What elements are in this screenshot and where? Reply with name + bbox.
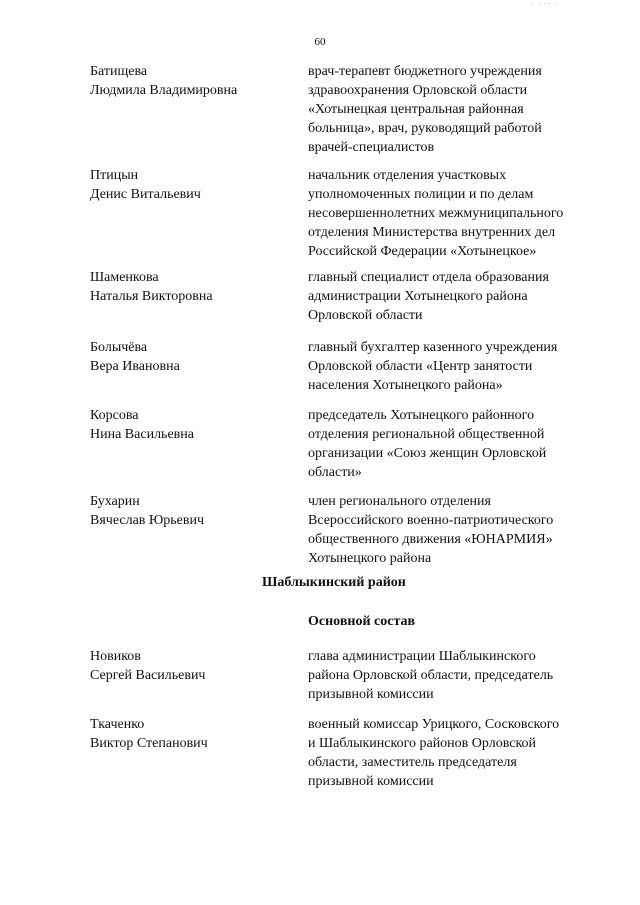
member-name [90,268,300,306]
member-given-name: Вячеслав Юрьевич [90,513,205,528]
role-line: организации «Союз женщин Орловской [308,446,547,461]
role-line: отделения Министерства внутренних дел [308,225,556,240]
role-line: администрации Хотынецкого района [308,289,528,304]
role-line: несовершеннолетних межмуниципального [308,206,564,221]
role-line: отделения региональной общественной [308,427,545,442]
role-line: общественного движения «ЮНАРМИЯ» [308,532,553,547]
role-line: член регионального отделения [308,494,491,509]
member-surname: Птицын [90,168,139,183]
role-line: области, заместитель председателя [308,755,517,770]
role-line: здравоохранения Орловской области [308,83,528,98]
role-line: «Хотынецкая центральная районная [308,102,524,117]
member-surname: Болычёва [90,340,148,355]
member-surname: Новиков [90,649,141,664]
member-surname: Ткаченко [90,717,145,732]
district-heading: Шаблыкинский район [262,575,406,590]
role-line: уполномоченных полиции и по делам [308,187,534,202]
role-line: призывной комиссии [308,687,434,702]
member-name [90,492,300,530]
role-line: начальник отделения участковых [308,168,507,183]
member-role [308,166,588,261]
member-role [308,338,588,395]
member-name [90,406,300,444]
role-line: и Шаблыкинского районов Орловской [308,736,537,751]
role-line: Всероссийского военно-патриотического [308,513,554,528]
member-surname: Бухарин [90,494,140,509]
role-line: главный бухгалтер казенного учреждения [308,340,558,355]
member-given-name: Нина Васильевна [90,427,194,442]
member-name [90,338,300,376]
member-role [308,647,588,704]
corner-scan-mark: · ··· · [530,0,560,8]
role-line: председатель Хотынецкого районного [308,408,535,423]
member-given-name: Наталья Викторовна [90,289,213,304]
member-name [90,715,300,753]
member-given-name: Сергей Васильевич [90,668,206,683]
role-line: военный комиссар Урицкого, Сосковского [308,717,560,732]
member-role [308,715,588,791]
role-line: врачей-специалистов [308,140,435,155]
member-role [308,406,588,482]
member-given-name: Вера Ивановна [90,359,180,374]
role-line: главный специалист отдела образования [308,270,549,285]
member-role [308,492,588,568]
member-given-name: Людмила Владимировна [90,83,238,98]
role-line: Орловской области «Центр занятости [308,359,533,374]
role-line: Хотынецкого района [308,551,432,566]
role-line: Российской Федерации «Хотынецкое» [308,244,537,259]
role-line: района Орловской области, председатель [308,668,554,683]
role-line: призывной комиссии [308,774,434,789]
member-given-name: Денис Витальевич [90,187,201,202]
role-line: врач-терапевт бюджетного учреждения [308,64,542,79]
role-line: Орловской области [308,308,423,323]
member-surname: Батищева [90,64,148,79]
member-role [308,268,588,325]
member-name [90,166,300,204]
member-surname: Корсова [90,408,139,423]
role-line: больница», врач, руководящий работой [308,121,542,136]
member-surname: Шаменкова [90,270,159,285]
member-name [90,647,300,685]
member-name [90,62,300,100]
member-given-name: Виктор Степанович [90,736,208,751]
role-line: глава администрации Шаблыкинского [308,649,536,664]
composition-heading: Основной состав [308,614,416,629]
member-role [308,62,588,157]
role-line: области» [308,465,362,480]
page-number: 60 [314,36,326,48]
role-line: населения Хотынецкого района» [308,378,503,393]
